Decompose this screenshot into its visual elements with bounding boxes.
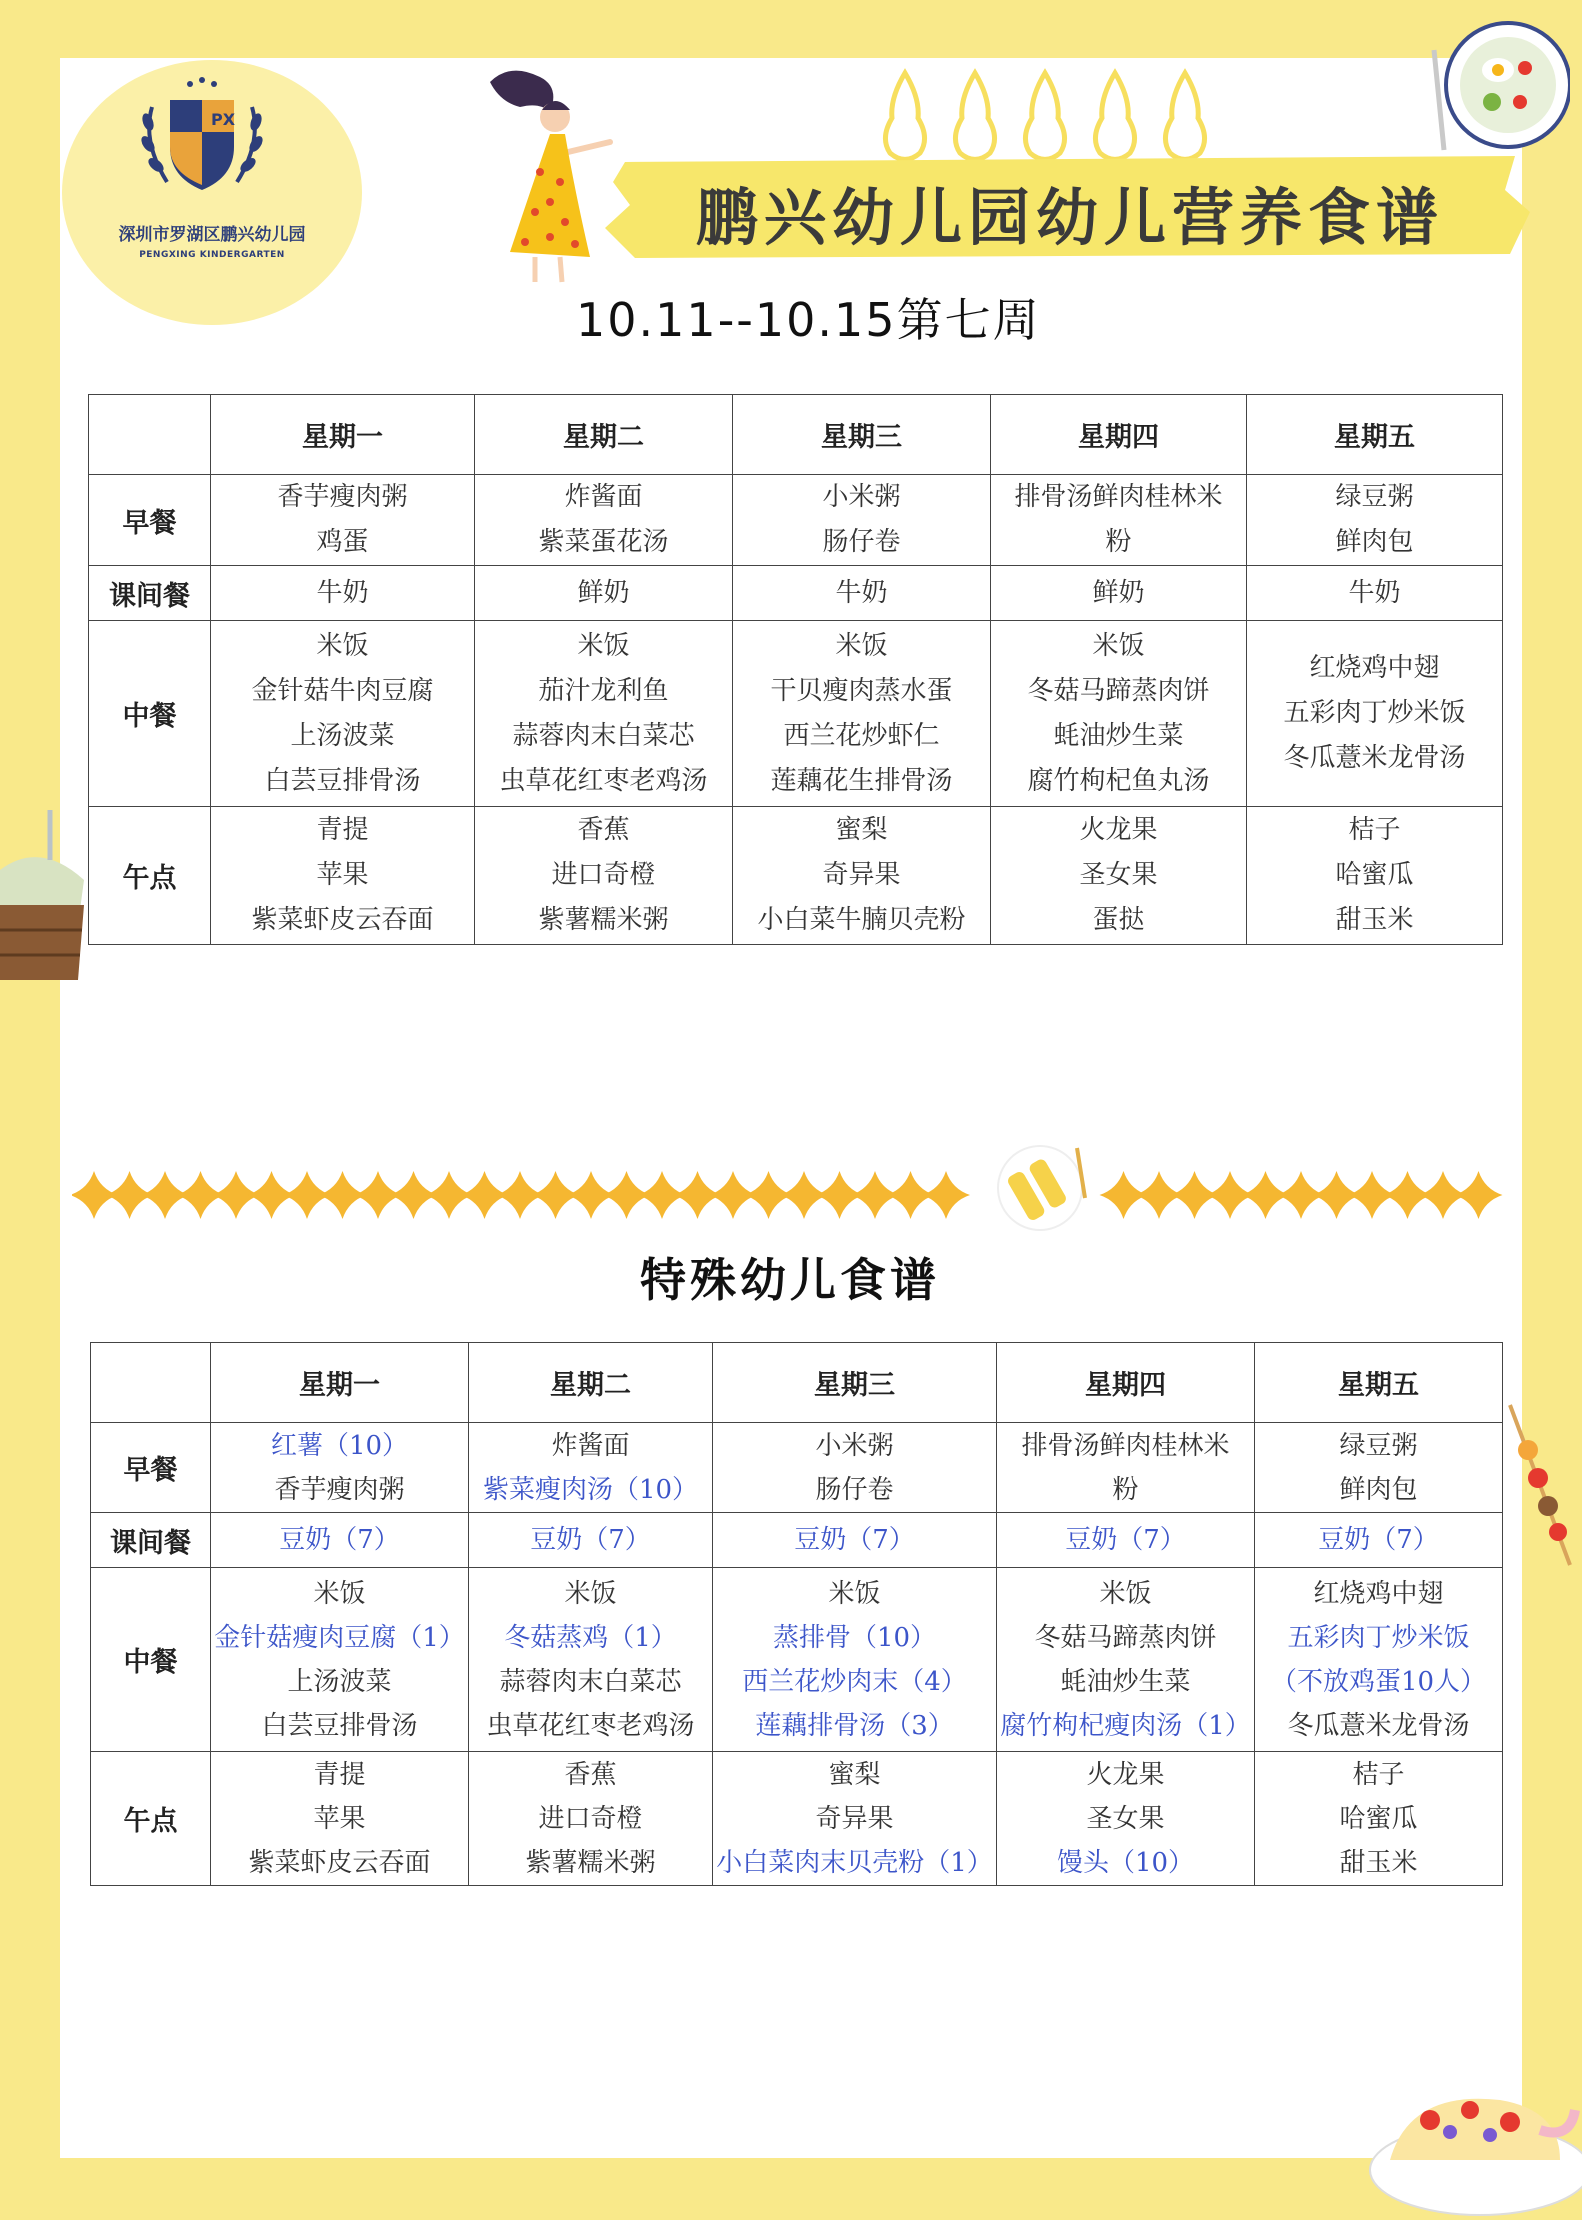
dish-item: 桔子 bbox=[1352, 1759, 1405, 1790]
dish-item: 排骨汤鲜肉桂林米 bbox=[1014, 482, 1223, 512]
special-dish-item: 红薯（10） bbox=[270, 1430, 409, 1461]
special-menu-cell bbox=[1255, 1568, 1503, 1752]
special-dish-item: 西兰花炒肉末（4） bbox=[742, 1666, 967, 1697]
star-divider bbox=[72, 1165, 1514, 1225]
day-header: 星期四 bbox=[991, 395, 1247, 475]
corner-cell bbox=[89, 395, 211, 475]
dish-item: 绿豆粥 bbox=[1335, 482, 1414, 512]
special-menu-cell bbox=[1255, 1423, 1503, 1513]
dish-item: 进口奇橙 bbox=[551, 860, 656, 890]
dish-item: 五彩肉丁炒米饭 bbox=[1283, 698, 1466, 728]
dish-item: 苹果 bbox=[316, 860, 369, 890]
dish-item: 哈蜜瓜 bbox=[1335, 860, 1414, 890]
special-dish-item: 五彩肉丁炒米饭 bbox=[1287, 1622, 1470, 1653]
school-name: 深圳市罗湖区鹏兴幼儿园 bbox=[118, 225, 306, 245]
dish-item: 上汤波菜 bbox=[290, 720, 395, 751]
dish-item: 圣女果 bbox=[1086, 1803, 1165, 1834]
special-dish-item: 豆奶（7） bbox=[794, 1525, 915, 1555]
dish-item: 干贝瘦肉蒸水蛋 bbox=[770, 675, 953, 706]
dish-item: 西兰花炒虾仁 bbox=[783, 720, 940, 751]
dish-item: 米饭 bbox=[1099, 1578, 1152, 1609]
dish-item: 紫菜虾皮云吞面 bbox=[251, 905, 434, 935]
dish-item: 紫薯糯米粥 bbox=[538, 905, 669, 935]
special-menu-cell bbox=[469, 1423, 713, 1513]
dish-item: 冬瓜薏米龙骨汤 bbox=[1283, 743, 1466, 773]
special-dish-item: 蒸排骨（10） bbox=[772, 1622, 937, 1653]
special-dish-item: （不放鸡蛋10人） bbox=[1270, 1666, 1487, 1697]
menu-cell bbox=[1247, 807, 1503, 945]
dish-item: 蛋挞 bbox=[1092, 905, 1145, 935]
dish-item: 炸酱面 bbox=[564, 482, 643, 512]
menu-cell bbox=[1247, 475, 1503, 566]
special-menu-cell bbox=[469, 1752, 713, 1886]
special-dish-item: 豆奶（7） bbox=[1318, 1525, 1439, 1555]
dish-item: 蜜梨 bbox=[828, 1759, 881, 1790]
dish-item: 肠仔卷 bbox=[815, 1474, 894, 1505]
logo-monogram: PX bbox=[211, 110, 236, 129]
bucket-icon bbox=[0, 790, 84, 990]
special-menu-cell bbox=[713, 1752, 997, 1886]
dish-item: 红烧鸡中翅 bbox=[1313, 1578, 1444, 1609]
dish-item: 桔子 bbox=[1348, 815, 1401, 845]
school-badge-icon bbox=[132, 72, 272, 202]
special-menu-cell bbox=[469, 1513, 713, 1568]
menu-cell bbox=[211, 566, 475, 621]
menu-cell bbox=[211, 475, 475, 566]
dish-item: 米饭 bbox=[577, 630, 630, 661]
menu-row bbox=[89, 621, 1503, 807]
menu-cell bbox=[1247, 621, 1503, 807]
dish-item: 白芸豆排骨汤 bbox=[264, 765, 421, 796]
special-dish-item: 金针菇瘦肉豆腐（1） bbox=[214, 1622, 465, 1653]
special-dish-item: 馒头（10） bbox=[1056, 1847, 1195, 1878]
special-dish-item: 豆奶（7） bbox=[530, 1525, 651, 1555]
menu-cell bbox=[991, 621, 1247, 807]
special-dish-item: 莲藕排骨汤（3） bbox=[755, 1710, 954, 1741]
special-menu-cell bbox=[713, 1423, 997, 1513]
dish-item: 粉 bbox=[1105, 527, 1132, 557]
special-dish-item: 腐竹枸杞瘦肉汤（1） bbox=[1000, 1710, 1251, 1741]
dish-item: 冬菇马蹄蒸肉饼 bbox=[1034, 1622, 1217, 1653]
dish-item: 冬瓜薏米龙骨汤 bbox=[1287, 1710, 1470, 1741]
day-header: 星期一 bbox=[211, 1343, 469, 1423]
dish-item: 红烧鸡中翅 bbox=[1309, 653, 1440, 683]
dish-item: 米饭 bbox=[564, 1578, 617, 1609]
day-header: 星期五 bbox=[1255, 1343, 1503, 1423]
special-menu-cell bbox=[211, 1752, 469, 1886]
meal-label: 中餐 bbox=[91, 1568, 211, 1752]
corn-skewer-icon bbox=[985, 1138, 1095, 1238]
meal-label: 早餐 bbox=[89, 475, 211, 566]
meal-label: 课间餐 bbox=[89, 566, 211, 621]
dish-item: 粉 bbox=[1112, 1474, 1139, 1505]
dish-item: 香蕉 bbox=[577, 815, 630, 845]
special-menu-row bbox=[91, 1423, 1503, 1513]
dish-item: 奇异果 bbox=[815, 1803, 894, 1834]
special-menu-cell bbox=[469, 1568, 713, 1752]
school-name-en: PENGXING KINDERGARTEN bbox=[139, 250, 285, 260]
dish-item: 冬菇马蹄蒸肉饼 bbox=[1027, 675, 1210, 706]
dish-item: 紫薯糯米粥 bbox=[525, 1847, 656, 1878]
dish-item: 火龙果 bbox=[1079, 815, 1158, 845]
dish-item: 蚝油炒生菜 bbox=[1060, 1666, 1191, 1697]
special-dish-item: 紫菜瘦肉汤（10） bbox=[482, 1474, 699, 1505]
menu-cell bbox=[733, 807, 991, 945]
day-header: 星期二 bbox=[469, 1343, 713, 1423]
menu-cell bbox=[475, 621, 733, 807]
menu-cell bbox=[991, 566, 1247, 621]
dish-item: 鲜肉包 bbox=[1339, 1474, 1418, 1505]
dish-item: 虫草花红枣老鸡汤 bbox=[499, 765, 708, 796]
cake-icon bbox=[1350, 2050, 1582, 2220]
dish-item: 鲜肉包 bbox=[1335, 527, 1414, 557]
special-dish-item: 豆奶（7） bbox=[279, 1525, 400, 1555]
meal-label: 课间餐 bbox=[91, 1513, 211, 1568]
dish-item: 鸡蛋 bbox=[316, 527, 369, 557]
star-icon bbox=[1455, 1171, 1503, 1219]
menu-row bbox=[89, 475, 1503, 566]
dish-item: 蚝油炒生菜 bbox=[1053, 720, 1184, 751]
menu-cell bbox=[991, 475, 1247, 566]
dish-item: 鲜奶 bbox=[1092, 578, 1145, 608]
day-header: 星期五 bbox=[1247, 395, 1503, 475]
dish-item: 甜玉米 bbox=[1335, 905, 1414, 935]
special-menu-table bbox=[90, 1342, 1503, 1886]
dish-item: 进口奇橙 bbox=[538, 1803, 643, 1834]
dish-item: 青提 bbox=[316, 815, 369, 845]
meal-label: 中餐 bbox=[89, 621, 211, 807]
day-header: 星期一 bbox=[211, 395, 475, 475]
dish-item: 紫菜虾皮云吞面 bbox=[248, 1847, 431, 1878]
special-menu-cell bbox=[211, 1513, 469, 1568]
special-menu-cell bbox=[211, 1423, 469, 1513]
dish-item: 火龙果 bbox=[1086, 1759, 1165, 1790]
dish-item: 腐竹枸杞鱼丸汤 bbox=[1027, 765, 1210, 796]
special-menu-cell bbox=[997, 1423, 1255, 1513]
dish-item: 米饭 bbox=[835, 630, 888, 661]
special-menu-cell bbox=[211, 1568, 469, 1752]
special-dish-item: 小白菜肉末贝壳粉（1） bbox=[716, 1847, 993, 1878]
dish-item: 奇异果 bbox=[822, 860, 901, 890]
dish-item: 青提 bbox=[313, 1759, 366, 1790]
dish-item: 虫草花红枣老鸡汤 bbox=[486, 1710, 695, 1741]
dish-item: 鲜奶 bbox=[577, 578, 630, 608]
special-menu-cell bbox=[997, 1513, 1255, 1568]
special-menu-cell bbox=[1255, 1752, 1503, 1886]
dish-item: 上汤波菜 bbox=[287, 1666, 392, 1697]
dish-item: 小白菜牛腩贝壳粉 bbox=[757, 905, 966, 935]
menu-cell bbox=[733, 475, 991, 566]
corner-cell bbox=[91, 1343, 211, 1423]
meal-label: 早餐 bbox=[91, 1423, 211, 1513]
dish-item: 香芋瘦肉粥 bbox=[274, 1474, 405, 1505]
menu-cell bbox=[211, 807, 475, 945]
menu-cell bbox=[1247, 566, 1503, 621]
special-header-row bbox=[91, 1343, 1503, 1423]
special-menu-cell bbox=[1255, 1513, 1503, 1568]
dish-item: 牛奶 bbox=[1348, 578, 1401, 608]
dish-item: 莲藕花生排骨汤 bbox=[770, 765, 953, 796]
special-menu-title: 特殊幼儿食谱 bbox=[640, 1253, 940, 1307]
special-menu-cell bbox=[713, 1568, 997, 1752]
menu-row bbox=[89, 807, 1503, 945]
dish-item: 炸酱面 bbox=[551, 1430, 630, 1461]
star-icon bbox=[922, 1171, 970, 1219]
dish-item: 小米粥 bbox=[822, 482, 901, 512]
day-header: 星期三 bbox=[713, 1343, 997, 1423]
menu-cell bbox=[733, 621, 991, 807]
dish-item: 白芸豆排骨汤 bbox=[261, 1710, 418, 1741]
special-menu-row bbox=[91, 1513, 1503, 1568]
meal-label: 午点 bbox=[91, 1752, 211, 1886]
day-header: 星期二 bbox=[475, 395, 733, 475]
day-header: 星期三 bbox=[733, 395, 991, 475]
salad-plate-icon bbox=[1420, 10, 1570, 160]
menu-cell bbox=[475, 566, 733, 621]
menu-row bbox=[89, 566, 1503, 621]
menu-table bbox=[88, 394, 1503, 945]
dish-item: 茄汁龙利鱼 bbox=[538, 675, 669, 706]
dish-item: 绿豆粥 bbox=[1339, 1430, 1418, 1461]
menu-header-row bbox=[89, 395, 1503, 475]
dish-item: 牛奶 bbox=[316, 578, 369, 608]
menu-cell bbox=[475, 475, 733, 566]
dish-item: 排骨汤鲜肉桂林米 bbox=[1021, 1430, 1230, 1461]
menu-cell bbox=[475, 807, 733, 945]
dish-item: 蜜梨 bbox=[835, 815, 888, 845]
dish-item: 肠仔卷 bbox=[822, 527, 901, 557]
day-header: 星期四 bbox=[997, 1343, 1255, 1423]
dish-item: 紫菜蛋花汤 bbox=[538, 527, 669, 557]
special-dish-item: 豆奶（7） bbox=[1065, 1525, 1186, 1555]
dish-item: 蒜蓉肉末白菜芯 bbox=[512, 720, 695, 751]
page-title: 鹏兴幼儿园幼儿营养食谱 bbox=[695, 181, 1444, 254]
meal-label: 午点 bbox=[89, 807, 211, 945]
dish-item: 香蕉 bbox=[564, 1759, 617, 1790]
special-dish-item: 冬菇蒸鸡（1） bbox=[504, 1622, 677, 1653]
dish-item: 小米粥 bbox=[815, 1430, 894, 1461]
dish-item: 米饭 bbox=[316, 630, 369, 661]
menu-cell bbox=[991, 807, 1247, 945]
skewer-icon bbox=[1500, 1400, 1582, 1570]
dish-item: 蒜蓉肉末白菜芯 bbox=[499, 1666, 682, 1697]
dish-item: 米饭 bbox=[1092, 630, 1145, 661]
menu-cell bbox=[211, 621, 475, 807]
week-label: 10.11--10.15第七周 bbox=[576, 293, 1041, 347]
special-menu-cell bbox=[997, 1568, 1255, 1752]
special-menu-row bbox=[91, 1752, 1503, 1886]
menu-cell bbox=[733, 566, 991, 621]
dish-item: 米饭 bbox=[828, 1578, 881, 1609]
dish-item: 苹果 bbox=[313, 1803, 366, 1834]
dish-item: 金针菇牛肉豆腐 bbox=[251, 675, 434, 706]
dish-item: 哈蜜瓜 bbox=[1339, 1803, 1418, 1834]
dish-item: 牛奶 bbox=[835, 578, 888, 608]
special-menu-cell bbox=[997, 1752, 1255, 1886]
special-menu-row bbox=[91, 1568, 1503, 1752]
dish-item: 圣女果 bbox=[1079, 860, 1158, 890]
dish-item: 米饭 bbox=[313, 1578, 366, 1609]
dish-item: 香芋瘦肉粥 bbox=[277, 482, 408, 512]
dish-item: 甜玉米 bbox=[1339, 1847, 1418, 1878]
special-menu-cell bbox=[713, 1513, 997, 1568]
